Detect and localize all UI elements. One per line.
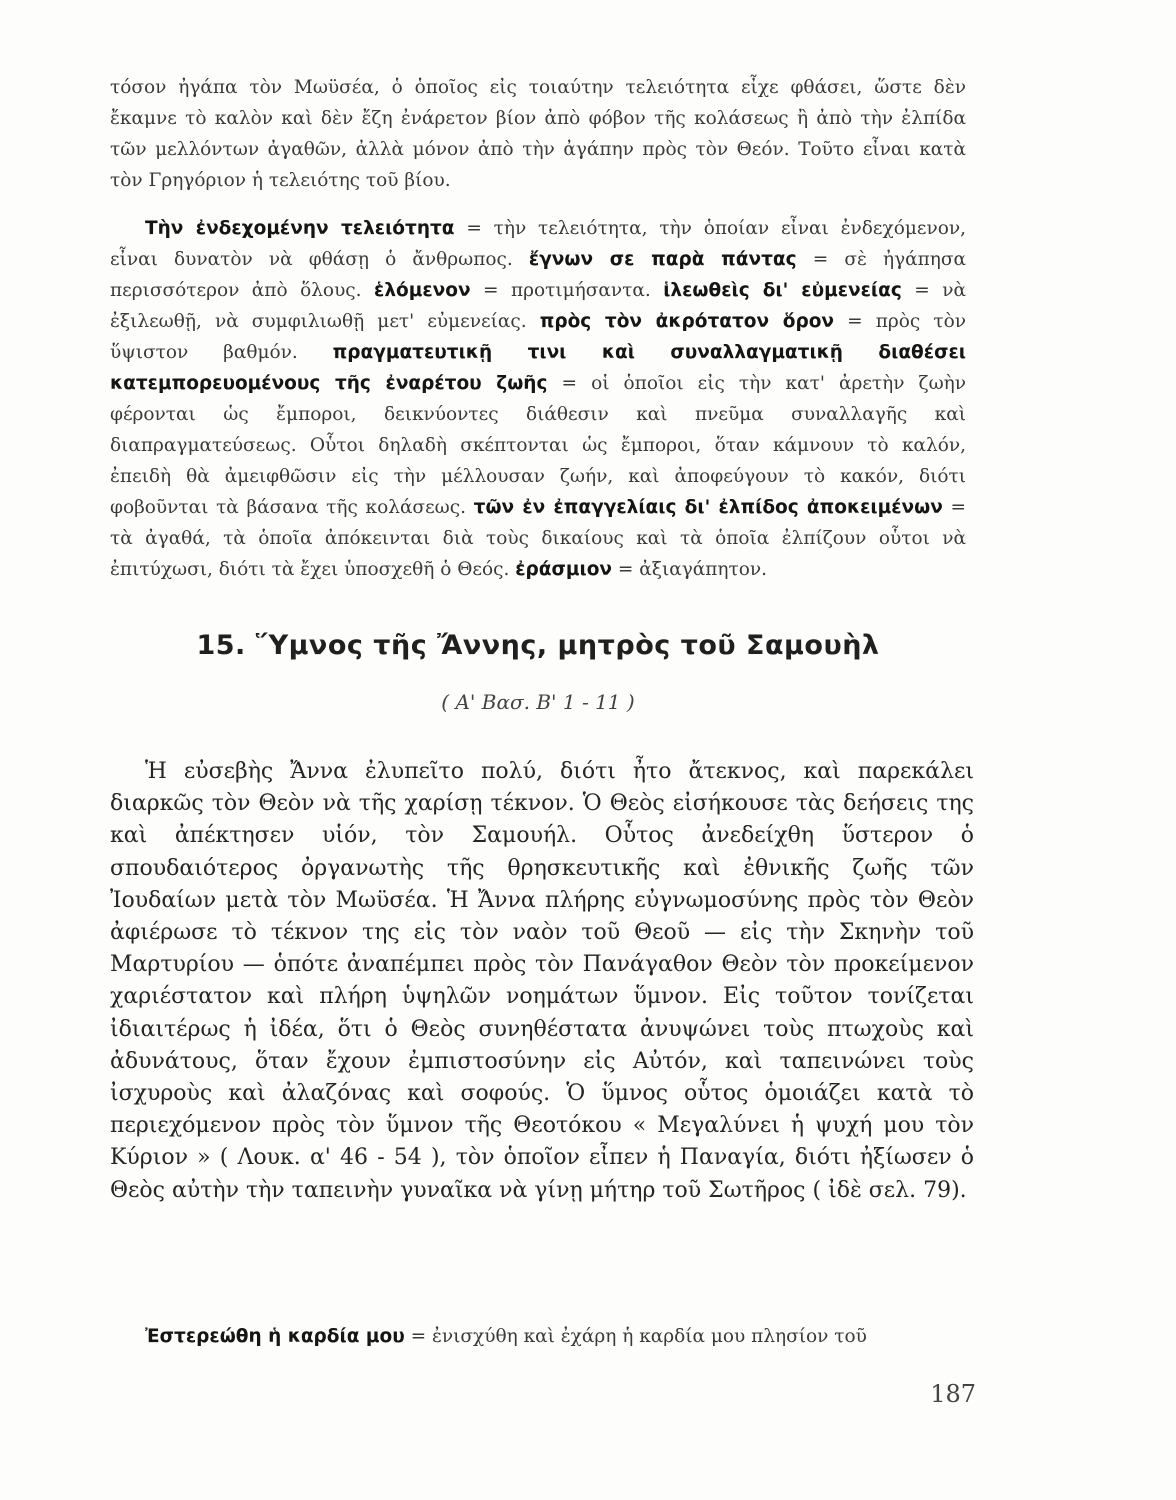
glossary-definition: = οἱ ὁποῖοι εἰς τὴν κατ' ἀρετὴν ζωὴν φέρονται ὡς ἔμποροι, δεικνύοντες διάθεσιν καὶ πνεῦμα συναλλαγῆς καὶ διαπραγματεύσεως. Οὗτοι δηλαδὴ σκέπτονται ὡς ἔμποροι, ὅταν κάμνουν τὸ καλόν, ἐπειδὴ θὰ ἀμειφθῶσιν εἰς τὴν μέλλουσαν ζωήν, καὶ ἀποφεύγουν τὸ κακόν, διότι φοβοῦνται τὰ βάσανα τῆς κολάσεως. — [110, 373, 966, 518]
section-body: Ἡ εὐσεβὴς Ἄννα ἐλυπεῖτο πολύ, διότι ἦτο ἄτεκνος, καὶ παρεκάλει διαρκῶς τὸν Θεὸν νὰ τῆς χαρίσῃ τέκνον. Ὁ Θεὸς εἰσήκουσε τὰς δεήσεις της καὶ ἀπέκτησεν υἱόν, τὸν Σαμουήλ. Οὗτος ἀνεδείχθη ὕστερον ὁ σπουδαιότερος ὀργανωτὴς τῆς θρησκευτικῆς καὶ ἐθνικῆς ζωῆς τῶν Ἰουδαίων μετὰ τὸν Μωϋσέα. Ἡ Ἄννα πλήρης εὐγνωμοσύνης πρὸς τὸν Θεὸν ἀφιέρωσε τὸ τέκνον της εἰς τὸν ναὸν τοῦ Θεοῦ — εἰς τὴν Σκηνὴν τοῦ Μαρτυρίου — ὁπότε ἀναπέμπει πρὸς τὸν Πανάγαθον Θεὸν τὸν προκείμενον χαριέστατον καὶ πλήρη ὑψηλῶν νοημάτων ὕμνον. Εἰς τοῦτον τονίζεται ἰδιαιτέρως ἡ ἰδέα, ὅτι ὁ Θεὸς συνηθέστατα ἀνυψώνει τοὺς πτωχοὺς καὶ ἀδυνάτους, ὅταν ἔχουν ἐμπιστοσύνην εἰς Αὐτόν, καὶ ταπεινώνει τοὺς ἰσχυροὺς καὶ ἀλαζόνας καὶ σοφούς. Ὁ ὕμνος οὗτος ὁμοιάζει κατὰ τὸ περιεχόμενον πρὸς τὸν ὕμνον τῆς Θεοτόκου « Μεγαλύνει ἡ ψυχή μου τὸν Κύριον » ( Λουκ. α' 46 - 54 ), τὸν ὁποῖον εἶπεν ἡ Παναγία, διότι ἠξίωσεν ὁ Θεὸς αὐτὴν τὴν ταπεινὴν γυναῖκα νὰ γίνῃ μήτηρ τοῦ Σωτῆρος ( ἰδὲ σελ. 79). — [110, 759, 974, 1203]
glossary-definition: = ἐνισχύθη καὶ ἐχάρη ἡ καρδία μου πλησίον τοῦ — [404, 1326, 867, 1347]
glossary-definition: = νὰ ἐξιλεωθῇ, νὰ συμφιλιωθῇ μετ' εὐμενείας. — [110, 280, 966, 332]
glossary-definition: = σὲ ἠγάπησα περισσότερον ἀπὸ ὅλους. — [110, 249, 966, 301]
glossary-term: τῶν ἐν ἐπαγγελίαις δι' ἐλπίδος ἀποκειμένων — [473, 497, 943, 518]
section-heading: 15. Ὕμνος τῆς Ἄννης, μητρὸς τοῦ Σαμουὴλ — [196, 630, 880, 661]
glossary-definition: = προτιμήσαντα. — [470, 280, 664, 301]
glossary-term: ἔγνων σε παρὰ πάντας — [528, 249, 797, 270]
glossary-notes — [110, 72, 966, 585]
glossary-definition: = τὴν τελειότητα, τὴν ὁποίαν εἶναι ἐνδεχόμενον, εἶναι δυνατὸν νὰ φθάσῃ ὁ ἄνθρωπος. — [110, 218, 966, 270]
glossary-term: ἱλεωθεὶς δι' εὐμενείας — [663, 280, 902, 301]
glossary-term: Ἐστερεώθη ἡ καρδία μου — [145, 1326, 405, 1347]
glossary-term: ἐράσμιον — [515, 559, 613, 580]
glossary-paragraph: τόσον ἠγάπα τὸν Μωϋσέα, ὁ ὁποῖος εἰς τοιαύτην τελειότητα εἶχε φθάσει, ὥστε δὲν ἔκαμνε τὸ καλὸν καὶ δὲν ἔζη ἐνάρετον βίον ἀπὸ φόβον τῆς κολάσεως ἢ ἀπὸ τὴν ἐλπίδα τῶν μελλόντων ἀγαθῶν, ἀλλὰ μόνον ἀπὸ τὴν ἀγάπην πρὸς τὸν Θεόν. Τοῦτο εἶναι κατὰ τὸν Γρηγόριον ἡ τελειότης τοῦ βίου. — [110, 77, 966, 191]
glossary-term: ἑλόμενον — [374, 280, 471, 301]
scripture-reference: ( Α' Βασ. Β' 1 - 11 ) — [441, 690, 635, 714]
footnote-line — [110, 1322, 974, 1352]
glossary-term: πρὸς τὸν ἀκρότατον ὅρον — [539, 311, 835, 332]
glossary-definition: = ἀξιαγάπητον. — [612, 559, 768, 580]
glossary-paragraph — [110, 213, 966, 585]
glossary-term: Τὴν ἐνδεχομένην τελειότητα — [145, 218, 455, 239]
page-number: 187 — [930, 1380, 976, 1408]
glossary-term: πραγματευτικῇ τινι καὶ συναλλαγματικῇ διαθέσει κατεμπορευομένους τῆς ἐναρέτου ζωῆς — [110, 342, 966, 394]
glossary-definition: = τὰ ἀγαθά, τὰ ὁποῖα ἀπόκεινται διὰ τοὺς δικαίους καὶ τὰ ὁποῖα ἐλπίζουν οὗτοι νὰ ἐπιτύχωσι, διότι τὰ ἔχει ὑποσχεθῆ ὁ Θεός. — [110, 497, 966, 580]
glossary-definition: = πρὸς τὸν ὕψιστον βαθμόν. — [110, 311, 966, 363]
